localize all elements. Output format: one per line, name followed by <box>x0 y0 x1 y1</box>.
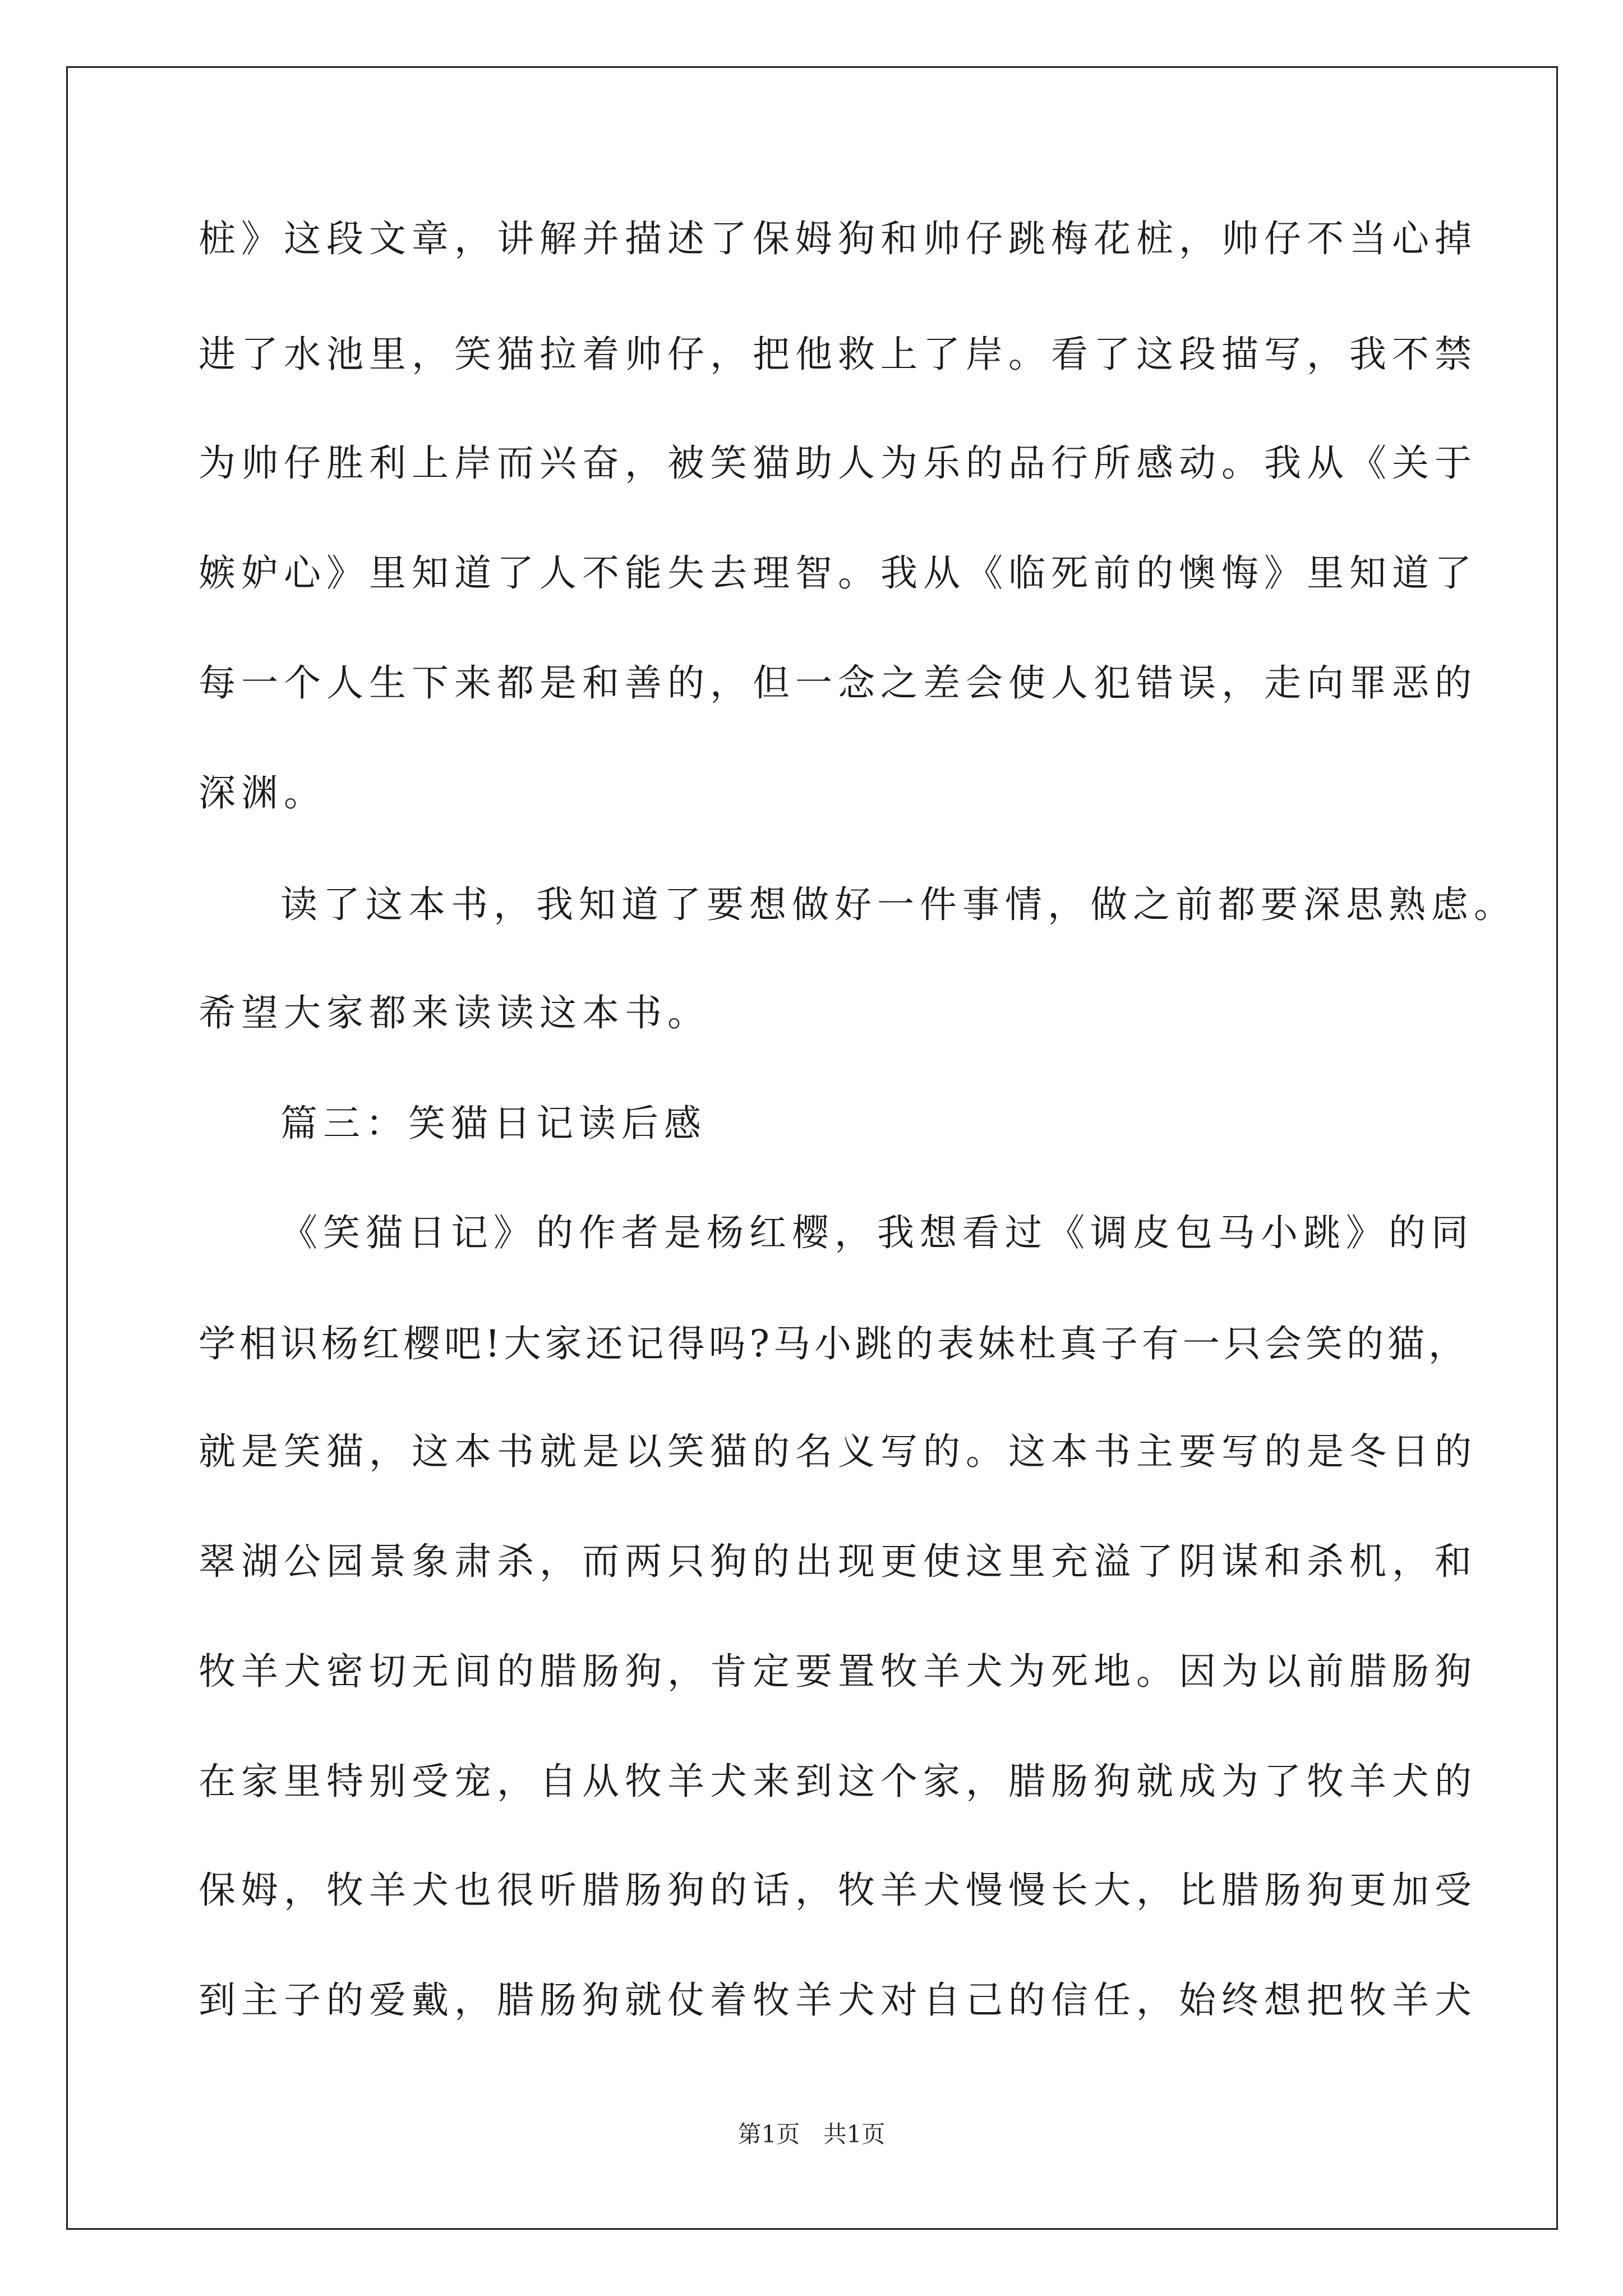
body-line-14: 牧羊犬密切无间的腊肠狗，肯定要置牧羊犬为死地。因为以前腊肠狗 <box>199 1650 1477 1693</box>
body-line-2: 进了水池里，笑猫拉着帅仔，把他救上了岸。看了这段描写，我不禁 <box>199 333 1477 376</box>
body-line-16: 保姆，牧羊犬也很听腊肠狗的话，牧羊犬慢慢长大，比腊肠狗更加受 <box>199 1869 1477 1912</box>
page-number-current: 第1页 <box>737 2120 800 2148</box>
body-line-13: 翠湖公园景象肃杀，而两只狗的出现更使这里充溢了阴谋和杀机，和 <box>199 1540 1477 1583</box>
body-line-15: 在家里特别受宠，自从牧羊犬来到这个家，腊肠狗就成为了牧羊犬的 <box>199 1760 1477 1803</box>
page-footer <box>0 2120 1623 2148</box>
body-line-6: 深渊。 <box>199 771 326 815</box>
section-heading: 篇三：笑猫日记读后感 <box>280 1102 707 1145</box>
body-line-5: 每一个人生下来都是和善的，但一念之差会使人犯错误，走向罪恶的 <box>199 661 1477 705</box>
page-number-total: 共1页 <box>823 2120 886 2148</box>
body-line-8: 希望大家都来读读这本书。 <box>199 991 710 1034</box>
body-line-7: 读了这本书，我知道了要想做好一件事情，做之前都要深思熟虑。 <box>280 883 1516 926</box>
body-line-3: 为帅仔胜利上岸而兴奋，被笑猫助人为乐的品行所感动。我从《关于 <box>199 441 1477 485</box>
body-line-10: 《笑猫日记》的作者是杨红樱，我想看过《调皮包马小跳》的同 <box>280 1211 1474 1254</box>
body-line-4: 嫉妒心》里知道了人不能失去理智。我从《临死前的懊悔》里知道了 <box>199 551 1477 595</box>
body-line-17: 到主子的爱戴，腊肠狗就仗着牧羊犬对自己的信任，始终想把牧羊犬 <box>199 1978 1477 2022</box>
body-line-11: 学相识杨红樱吧!大家还记得吗?马小跳的表妹杜真子有一只会笑的猫， <box>199 1322 1469 1365</box>
body-line-12: 就是笑猫，这本书就是以笑猫的名义写的。这本书主要写的是冬日的 <box>199 1430 1477 1473</box>
body-line-1: 桩》这段文章，讲解并描述了保姆狗和帅仔跳梅花桩，帅仔不当心掉 <box>199 217 1477 260</box>
